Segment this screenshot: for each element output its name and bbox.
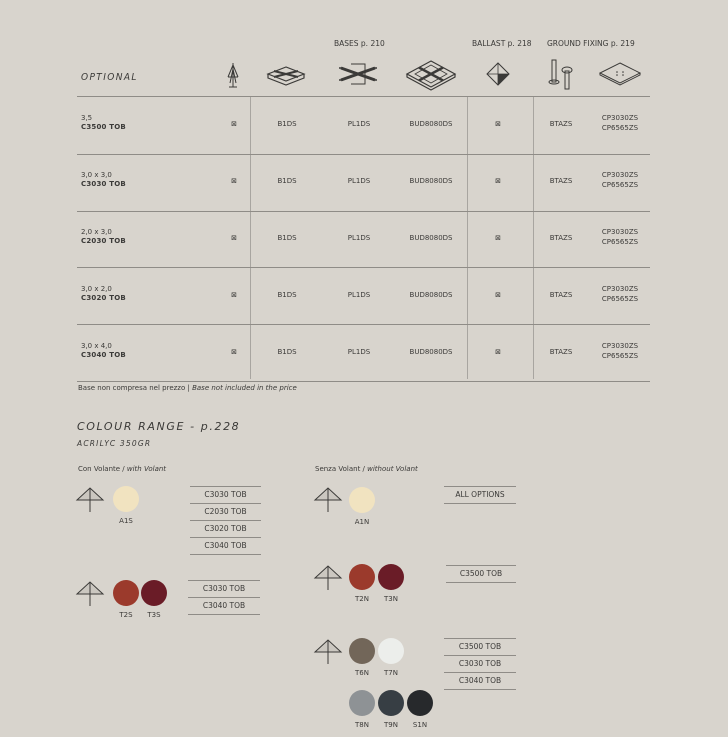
- without-volant-title: [315, 465, 418, 473]
- cp6565zs-cell: CP6565ZS: [601, 238, 639, 246]
- b1ds-cell: B1DS: [277, 177, 297, 186]
- model-tag: C3040 TOB: [188, 597, 260, 615]
- cp6565zs-cell: CP6565ZS: [601, 294, 639, 303]
- s1n-swatch[interactable]: [407, 690, 433, 716]
- model-tag: C3500 TOB: [444, 638, 516, 656]
- table-row-rule: [77, 211, 650, 212]
- model-tag: C3030 TOB: [444, 655, 516, 673]
- a1s-label: A1S: [119, 517, 133, 525]
- row-size: 2,0 x 3,0: [81, 228, 112, 236]
- optional-check: ⊠: [231, 347, 237, 356]
- t3n-swatch[interactable]: [378, 564, 404, 590]
- b1ds-cell: B1DS: [277, 120, 297, 129]
- base-note: [78, 384, 297, 392]
- t3n-label: T3N: [384, 595, 398, 603]
- umbrella-with-volant-icon: [76, 486, 104, 512]
- bud8080ds-cell: BUD8080DS: [409, 177, 453, 186]
- btazs-cell: BTAZS: [549, 347, 573, 356]
- b1ds-cell: B1DS: [277, 234, 297, 242]
- table-top-rule: [77, 96, 650, 97]
- a1s-swatch[interactable]: [113, 486, 139, 512]
- t6n-label: T6N: [355, 669, 369, 677]
- t6n-swatch[interactable]: [349, 638, 375, 664]
- table-row-rule: [77, 324, 650, 325]
- row-code: C3030 TOB: [81, 180, 126, 189]
- t2n-swatch[interactable]: [349, 564, 375, 590]
- optional-check: ⊠: [231, 290, 237, 299]
- model-tag: C3030 TOB: [190, 486, 261, 504]
- row-size: 3,0 x 4,0: [81, 341, 112, 350]
- t7n-label: T7N: [384, 669, 398, 677]
- cp6565zs-cell: CP6565ZS: [601, 351, 639, 360]
- bud8080ds-cell: BUD8080DS: [409, 347, 453, 356]
- optional-check: ⊠: [231, 177, 237, 186]
- t2n-label: T2N: [355, 595, 369, 603]
- t3s-swatch[interactable]: [141, 580, 167, 606]
- b1ds-cell: B1DS: [277, 347, 297, 356]
- t3s-label: T3S: [147, 611, 161, 619]
- table-divider-1: [250, 97, 251, 379]
- colour-range-title: COLOUR RANGE - p.228: [77, 420, 241, 433]
- with-volant-title-it: Con Volante /: [78, 465, 127, 473]
- bud8080ds-cell: BUD8080DS: [409, 290, 453, 299]
- a1n-swatch[interactable]: [349, 487, 375, 513]
- base-note-italian: Base non compresa nel prezzo |: [78, 384, 193, 392]
- base-note-english: Base not included in the price: [192, 384, 297, 392]
- cp6565zs-cell: CP6565ZS: [601, 124, 639, 133]
- t8n-label: T8N: [355, 721, 369, 729]
- model-tag: ALL OPTIONS: [444, 486, 516, 504]
- ballast-header: BALLAST p. 218: [472, 39, 532, 48]
- umbrella-without-volant-icon: [314, 486, 342, 512]
- s1n-label: S1N: [412, 721, 428, 729]
- ballast-icon: [485, 61, 511, 89]
- row-size: 3,0 x 2,0: [81, 284, 112, 293]
- row-size: 3,0 x 3,0: [81, 171, 112, 180]
- ground-fixing-header: GROUND FIXING p. 219: [547, 39, 635, 48]
- pl1ds-cell: PL1DS: [347, 347, 371, 356]
- optional-check: ⊠: [231, 234, 237, 242]
- model-tag: C3040 TOB: [190, 537, 261, 555]
- row-code: C3040 TOB: [81, 350, 126, 359]
- btazs-cell: BTAZS: [549, 177, 573, 186]
- square-base-bud8080ds-icon: [405, 59, 457, 91]
- ballast-check: ⊠: [495, 347, 501, 356]
- pl1ds-cell: PL1DS: [347, 290, 371, 299]
- row-code: C2030 TOB: [81, 237, 126, 245]
- row-code: C3500 TOB: [81, 123, 126, 132]
- umbrella-stand-icon: [225, 61, 241, 89]
- table-row-rule: [77, 154, 650, 155]
- cp6565zs-cell: CP6565ZS: [601, 181, 639, 190]
- with-volant-title: [78, 465, 166, 473]
- model-tag: C3030 TOB: [188, 580, 260, 598]
- optional-header: OPTIONAL: [81, 72, 138, 83]
- btazs-cell: BTAZS: [549, 120, 573, 129]
- ground-plate-icon: [598, 61, 642, 89]
- t7n-swatch[interactable]: [378, 638, 404, 664]
- bases-header: BASES p. 210: [334, 39, 385, 48]
- ground-anchor-icon: [548, 58, 574, 92]
- table-row-rule: [77, 381, 650, 382]
- cp3030zs-cell: CP3030ZS: [601, 171, 639, 180]
- model-tag: C3020 TOB: [190, 520, 261, 538]
- t9n-label: T9N: [384, 721, 398, 729]
- without-volant-title-it: Senza Volant /: [315, 465, 368, 473]
- t2s-swatch[interactable]: [113, 580, 139, 606]
- row-size: 3,5: [81, 114, 93, 123]
- t8n-swatch[interactable]: [349, 690, 375, 716]
- cp3030zs-cell: CP3030ZS: [601, 114, 639, 123]
- ballast-check: ⊠: [495, 234, 501, 242]
- umbrella-without-volant-icon: [314, 564, 342, 590]
- model-tag: C2030 TOB: [190, 503, 261, 521]
- a1n-label: A1N: [354, 518, 370, 526]
- btazs-cell: BTAZS: [549, 290, 573, 299]
- umbrella-with-volant-icon: [76, 580, 104, 606]
- table-row-rule: [77, 267, 650, 268]
- t9n-swatch[interactable]: [378, 690, 404, 716]
- pl1ds-cell: PL1DS: [347, 120, 371, 129]
- bud8080ds-cell: BUD8080DS: [409, 234, 453, 242]
- ballast-check: ⊠: [495, 120, 501, 129]
- model-tag: C3500 TOB: [446, 565, 516, 583]
- ballast-check: ⊠: [495, 290, 501, 299]
- cross-base-b1ds-icon: [266, 62, 306, 88]
- model-tag: C3040 TOB: [444, 672, 516, 690]
- table-divider-2: [467, 97, 468, 379]
- bud8080ds-cell: BUD8080DS: [409, 120, 453, 129]
- t2s-label: T2S: [119, 611, 133, 619]
- cp3030zs-cell: CP3030ZS: [601, 284, 639, 293]
- ballast-check: ⊠: [495, 177, 501, 186]
- pl1ds-cell: PL1DS: [347, 234, 371, 242]
- colour-range-subtitle: ACRILYC 350GR: [77, 439, 152, 448]
- without-volant-title-en: without Volant: [367, 465, 418, 473]
- cross-base-pl1ds-icon: [337, 60, 379, 88]
- btazs-cell: BTAZS: [549, 234, 573, 242]
- row-code: C3020 TOB: [81, 293, 126, 302]
- cp3030zs-cell: CP3030ZS: [601, 228, 639, 236]
- cp3030zs-cell: CP3030ZS: [601, 341, 639, 350]
- b1ds-cell: B1DS: [277, 290, 297, 299]
- optional-check: ⊠: [231, 120, 237, 129]
- with-volant-title-en: with Volant: [126, 465, 167, 473]
- pl1ds-cell: PL1DS: [347, 177, 371, 186]
- umbrella-without-volant-icon: [314, 638, 342, 664]
- table-divider-3: [533, 97, 534, 379]
